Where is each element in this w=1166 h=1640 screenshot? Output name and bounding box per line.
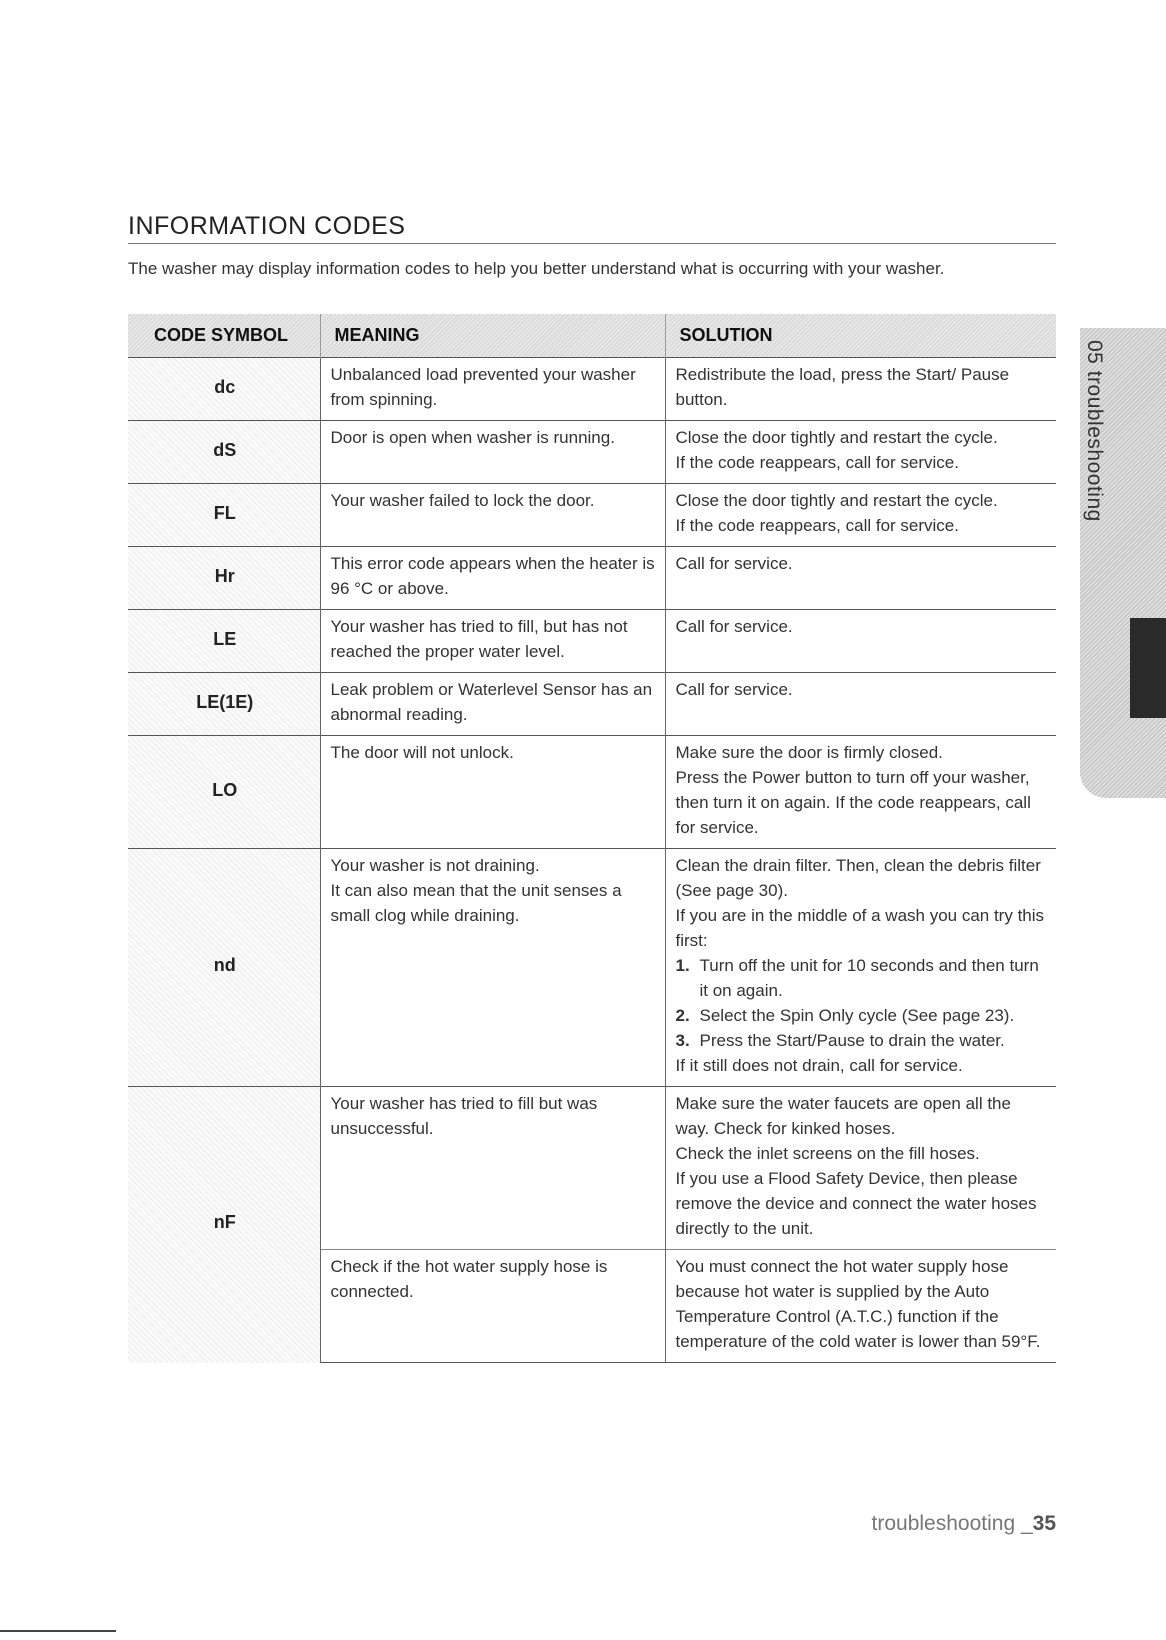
solution-line: Call for service. bbox=[675, 617, 793, 636]
table-header-row bbox=[128, 314, 1056, 358]
solution-line: If it still does not drain, call for service. bbox=[675, 1056, 963, 1075]
page-footer bbox=[872, 1512, 1056, 1536]
chapter-tab-label: 05 troubleshooting bbox=[1083, 340, 1106, 522]
code-meaning bbox=[320, 849, 665, 1087]
solution-line: Make sure the water faucets are open all the way. Check for kinked hoses. bbox=[675, 1094, 1011, 1138]
code-solution bbox=[665, 673, 1056, 736]
code-meaning: Your washer failed to lock the door. bbox=[320, 484, 665, 547]
footer-section: troubleshooting _ bbox=[871, 1512, 1033, 1535]
step-text: Turn off the unit for 10 seconds and then turn it on again. bbox=[699, 956, 1039, 1000]
table-row bbox=[128, 736, 1056, 849]
solution-line: Make sure the door is firmly closed. bbox=[675, 743, 943, 762]
table-row bbox=[128, 1087, 1056, 1250]
header-solution: SOLUTION bbox=[665, 314, 1056, 358]
solution-step bbox=[676, 953, 1049, 1003]
code-solution bbox=[665, 484, 1056, 547]
page-title: INFORMATION CODES bbox=[128, 212, 1056, 244]
code-meaning: Door is open when washer is running. bbox=[320, 421, 665, 484]
bottom-rule bbox=[0, 1630, 116, 1632]
solution-line: If you use a Flood Safety Device, then please remove the device and connect the water hoses directly to the unit. bbox=[675, 1169, 1037, 1238]
code-solution bbox=[665, 1087, 1056, 1250]
solution-line: Call for service. bbox=[675, 554, 793, 573]
solution-line: Close the door tightly and restart the cycle. bbox=[675, 428, 998, 447]
step-number: 1. bbox=[675, 956, 690, 975]
code-solution bbox=[665, 610, 1056, 673]
code-symbol: LO bbox=[128, 736, 320, 849]
solution-line: You must connect the hot water supply hose because hot water is supplied by the Auto Temperature Control (A.T.C.) function if the temperature of the cold water is lower than 59°F. bbox=[675, 1257, 1041, 1351]
step-number: 2. bbox=[675, 1006, 690, 1025]
step-text: Press the Start/Pause to drain the water. bbox=[699, 1031, 1005, 1050]
solution-line: Redistribute the load, press the Start/ Pause button. bbox=[675, 365, 1010, 409]
code-symbol: nF bbox=[128, 1087, 320, 1363]
code-symbol: FL bbox=[128, 484, 320, 547]
code-symbol: Hr bbox=[128, 547, 320, 610]
code-solution bbox=[665, 1250, 1056, 1363]
code-meaning: Leak problem or Waterlevel Sensor has an abnormal reading. bbox=[320, 673, 665, 736]
code-symbol: nd bbox=[128, 849, 320, 1087]
code-meaning: This error code appears when the heater is 96 °C or above. bbox=[320, 547, 665, 610]
code-meaning: Your washer has tried to fill but was unsuccessful. bbox=[320, 1087, 665, 1250]
solution-line: If the code reappears, call for service. bbox=[675, 453, 959, 472]
code-meaning: Your washer has tried to fill, but has not reached the proper water level. bbox=[320, 610, 665, 673]
solution-line: Call for service. bbox=[675, 680, 793, 699]
table-row bbox=[128, 358, 1056, 421]
table-row bbox=[128, 547, 1056, 610]
header-meaning: MEANING bbox=[320, 314, 665, 358]
code-symbol: LE(1E) bbox=[128, 673, 320, 736]
code-meaning: Unbalanced load prevented your washer from spinning. bbox=[320, 358, 665, 421]
table-row bbox=[128, 484, 1056, 547]
intro-text: The washer may display information codes to help you better understand what is occurring with your washer. bbox=[128, 259, 945, 278]
chapter-marker bbox=[1130, 618, 1166, 718]
step-text: Select the Spin Only cycle (See page 23). bbox=[699, 1006, 1015, 1025]
step-number: 3. bbox=[675, 1031, 690, 1050]
code-solution bbox=[665, 849, 1056, 1087]
solution-line: Clean the drain filter. Then, clean the debris filter (See page 30). bbox=[675, 856, 1041, 900]
code-solution bbox=[665, 736, 1056, 849]
code-solution bbox=[665, 358, 1056, 421]
code-meaning: Check if the hot water supply hose is connected. bbox=[320, 1250, 665, 1363]
code-symbol: dc bbox=[128, 358, 320, 421]
solution-line: Check the inlet screens on the fill hoses. bbox=[675, 1144, 980, 1163]
code-symbol: LE bbox=[128, 610, 320, 673]
code-solution bbox=[665, 421, 1056, 484]
table-row bbox=[128, 421, 1056, 484]
table-row bbox=[128, 673, 1056, 736]
solution-line: If you are in the middle of a wash you can try this first: bbox=[675, 906, 1045, 950]
meaning-line: Your washer is not draining. bbox=[330, 856, 540, 875]
solution-step bbox=[676, 1003, 1049, 1028]
header-code-symbol: CODE SYMBOL bbox=[128, 314, 320, 358]
code-symbol: dS bbox=[128, 421, 320, 484]
table-row bbox=[128, 610, 1056, 673]
information-codes-table bbox=[128, 314, 1056, 1363]
solution-line: Press the Power button to turn off your washer, then turn it on again. If the code reappears, call for service. bbox=[675, 768, 1031, 837]
solution-line: If the code reappears, call for service. bbox=[675, 516, 959, 535]
code-solution bbox=[665, 547, 1056, 610]
solution-line: Close the door tightly and restart the cycle. bbox=[675, 491, 998, 510]
solution-step bbox=[676, 1028, 1049, 1053]
meaning-line: It can also mean that the unit senses a small clog while draining. bbox=[330, 881, 622, 925]
table-row bbox=[128, 849, 1056, 1087]
code-meaning: The door will not unlock. bbox=[320, 736, 665, 849]
page-number: 35 bbox=[1032, 1512, 1056, 1535]
